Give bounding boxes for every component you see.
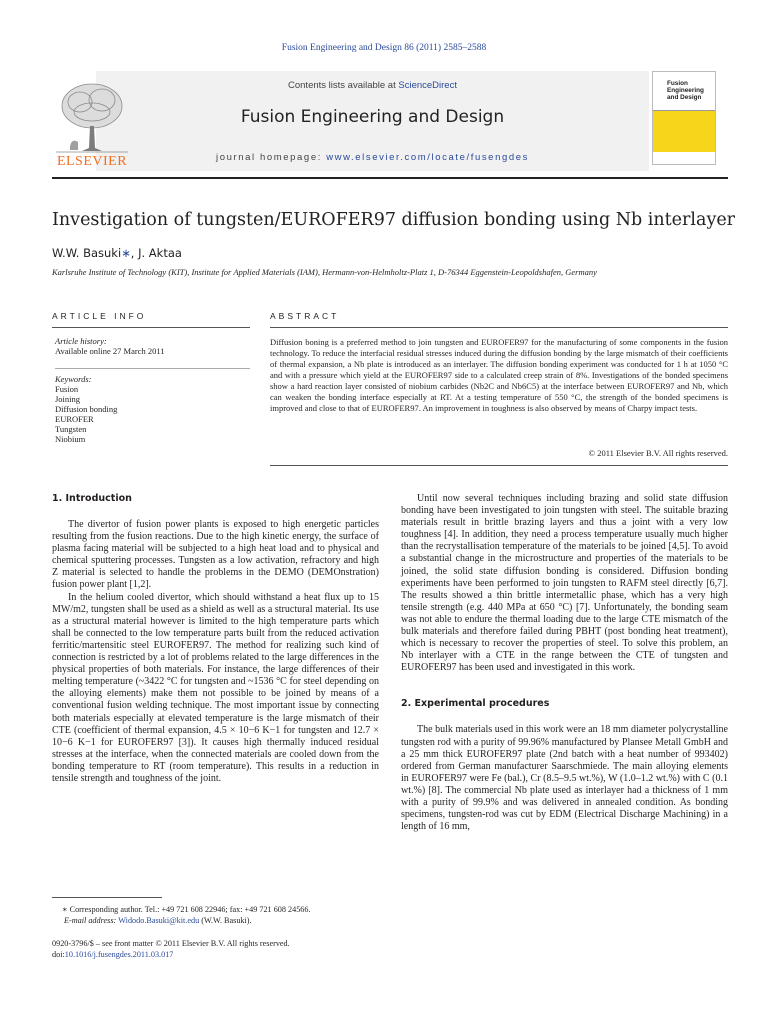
abstract-bottom-rule (270, 465, 728, 466)
email-label: E-mail address: (64, 916, 119, 925)
abstract-copyright: © 2011 Elsevier B.V. All rights reserved. (588, 448, 728, 458)
doi-prefix: doi: (52, 950, 65, 959)
contents-prefix: Contents lists available at (288, 80, 399, 91)
journal-citation[interactable]: Fusion Engineering and Design 86 (2011) 2585–2588 (281, 43, 487, 53)
article-info-heading: ARTICLE INFO (52, 311, 147, 321)
abstract-heading: ABSTRACT (270, 311, 340, 321)
abstract-rule (270, 327, 728, 328)
homepage-link[interactable]: www.elsevier.com/locate/fusengdes (326, 152, 529, 163)
section-heading-introduction: 1. Introduction (52, 493, 132, 504)
cover-title-line2: and Design (667, 94, 702, 101)
keywords-label: Keywords: (55, 374, 92, 384)
journal-cover-thumbnail[interactable] (652, 71, 716, 165)
keyword: EUROFER (55, 414, 94, 424)
front-matter (52, 938, 379, 960)
abstract-text: Diffusion boning is a preferred method to join tungsten and EUROFER97 for the manufacturing of some components in the fusion technology. To reduce the interfacial residual stresses induced during the diffusion bonding by the large mismatch of their coefficients of thermal expansion, a Nb plate is introduced as an interlayer. The diffusion bonding experiment was conducted for 1 h at 1050 °C and with a pressure which yield at the EUROFER97 side to a calculated creep strain of 8%. Investigations of the bonded specimens show a hard reaction layer consisted of niobium carbides (Nb2C and Nb6C5) at the interface between EUROFER97 and Nb, which can weaken the bonding interface especially at RT. At a testing temperature of 550 °C, the strength of the bonded specimens is improved and close to that of EUROFER97. An improvement in toughness is also observed by means of Charpy impact tests. (270, 337, 728, 413)
homepage-prefix: journal homepage: (216, 152, 327, 163)
body-column-right (401, 493, 728, 833)
author-list (52, 246, 182, 260)
elsevier-wordmark: ELSEVIER (56, 154, 128, 168)
footnote-contact: ∗ Corresponding author. Tel.: +49 721 608 22946; fax: +49 721 608 24566. (62, 905, 311, 914)
keyword: Niobium (55, 434, 86, 444)
footnote-email (52, 915, 379, 926)
cover-footer (653, 152, 715, 164)
journal-homepage-line (96, 152, 649, 163)
footnote-rule (52, 897, 162, 898)
email-link[interactable]: Widodo.Basuki@kit.edu (118, 916, 200, 925)
doi-line (52, 949, 379, 960)
doi-link[interactable]: 10.1016/j.fusengdes.2011.03.017 (64, 950, 174, 959)
keyword: Joining (55, 394, 81, 404)
history-label: Article history: (55, 336, 107, 346)
journal-title: Fusion Engineering and Design (240, 107, 505, 127)
info-divider (55, 368, 250, 369)
author-name: J. Aktaa (138, 246, 182, 260)
issn-line: 0920-3796/$ – see front matter © 2011 Elsevier B.V. All rights reserved. (52, 939, 290, 948)
author-separator: , (130, 246, 139, 260)
email-suffix: (W.W. Basuki). (199, 916, 252, 925)
keyword: Tungsten (55, 424, 87, 434)
elsevier-tree-logo (52, 76, 132, 168)
article-info-rule (52, 327, 250, 328)
paragraph: The bulk materials used in this work were an 18 mm diameter polycrystalline tungsten rod with a purity of 99.96% manufactured by Plansee Metall GmbH and a 25 mm thick EUROFER97 plate (2nd batch with a heat number of 993402) ordered from German manufacturer Saarschmiede. The main alloying elements in EUROFER97 were Fe (bal.), Cr (8.5–9.5 wt.%), W (1.0–1.2 wt.%) with C (0.1 wt.%) [8]. The commercial Nb plate used as interlayer had a thickness of 1 mm with a purity of 99.9% and was delivered in annealed condition. As bonding specimens, tungsten-rod was cut by EDM (Electrical Discharge Machining) in a length of 16 mm, (401, 724, 728, 833)
keyword: Fusion (55, 384, 79, 394)
author-affiliation: Karlsruhe Institute of Technology (KIT), Institute for Applied Materials (IAM), Hermann-von-Helmholtz-Platz 1, D-76344 Eggenstein-Leopoldshafen, Germany (52, 267, 597, 277)
header-rule (52, 177, 728, 179)
cover-title (667, 80, 713, 101)
paragraph: The divertor of fusion power plants is exposed to high energetic particles resulting from the fusion reactions. Due to the high kinetic energy, the surface of plasma facing material will be subjected to a high heat load and to physical and chemical sputtering processes. Tungsten as a low activation, refractory and high Z material is selected to handle the problems in the DEMO (DEMOnstration) fusion power plant [1,2]. (52, 519, 379, 591)
paragraph: In the helium cooled divertor, which should withstand a heat flux up to 15 MW/m2, tungsten shall be used as a shield as well as a structural material. Its use as a structural material however is limited to the high temperature parts which shall be connected to the low temperature parts built from the reduced activation ferritic/martensitic steel EUROFER97. The method for realizing such kind of connection is restricted by a lot of problems related to the large differences in the physical properties of both materials. For instance, the large differences of their melting temperature (~3422 °C for tungsten and ~1536 °C for steel depending on the alloying elements) make them not possible to be joined by means of a conventional fusion welding technique. The most important issue by connecting both materials especially at elevated temperature is the large mismatch of their CTE (coefficient of thermal expansion, 4.5 × 10−6 K−1 for tungsten and 12.7 × 10−6 K−1 for EUROFER97 [3]). It causes high thermally induced residual stresses at the interface, when the connected materials are cooled down from the bonding temperature to RT (room temperature). This results in a reduction in tensile strength and toughness of the joint. (52, 591, 379, 784)
corresponding-mark[interactable]: ∗ (121, 246, 131, 260)
author-name: W.W. Basuki (52, 246, 122, 260)
paragraph: Until now several techniques including brazing and solid state diffusion bonding have been investigated to join tungsten with steel. The suitable brazing materials result in brittle brazing layers and thus a joint with a very low toughness [4]. In addition, they need a process temperature usually much higher than the recrystallisation temperature of the materials to be joined [4,5]. To avoid a substantial change in the microstructure and properties of the materials to be joined, the solid state diffusion bonding is considered. Diffusion bonding experiments have been performed to join tungsten to RAFM steel directly [6,7]. The results showed a thin brittle intermetallic phase, which has a very high tensile strength (e.g. 440 MPa at 650 °C) [7]. Unfortunately, the bonding seam was not able to endure the thermal loading due to the large CTE mismatch of the bulk materials and therefore failed during PBHT (post bonding heat treatment), which is necessary to recover the properties of steel. To solve this problem, an Nb interlayer with a CTE in the range between the CTE of tungsten and EUROFER97 has been used and investigated in this work. (401, 493, 728, 674)
article-history (55, 336, 251, 356)
section-heading-experimental: 2. Experimental procedures (401, 698, 550, 710)
corresponding-author-footnote (52, 904, 379, 926)
article-title: Investigation of tungsten/EUROFER97 diffusion bonding using Nb interlayer (52, 210, 736, 230)
cover-header (653, 72, 715, 111)
keywords (55, 374, 251, 444)
body-column-left (52, 493, 379, 785)
keyword: Diffusion bonding (55, 404, 118, 414)
cover-title-line1: Fusion Engineering (667, 80, 704, 94)
history-value: Available online 27 March 2011 (55, 346, 165, 356)
sciencedirect-link[interactable]: ScienceDirect (398, 80, 457, 91)
contents-line (96, 80, 649, 91)
